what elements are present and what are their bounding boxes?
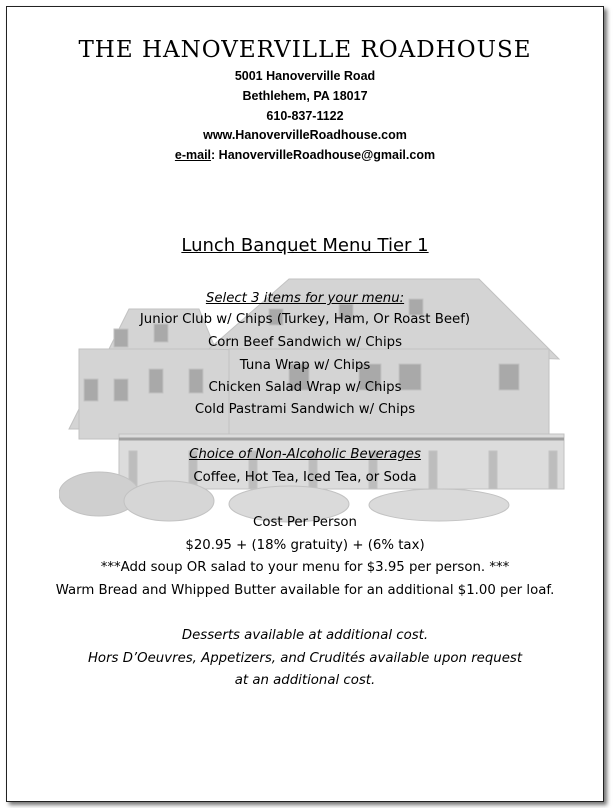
beverages-list: Coffee, Hot Tea, Iced Tea, or Soda	[193, 470, 417, 485]
menu-item-1: Junior Club w/ Chips (Turkey, Ham, Or Roast Beef)	[139, 312, 471, 327]
price-line: $20.95 + (18% gratuity) + (6% tax)	[185, 538, 425, 553]
street-address: 5001 Hanoverville Road	[234, 69, 376, 83]
beverages-heading: Choice of Non-Alcoholic Beverages	[189, 447, 421, 462]
website-link[interactable]: www.HanovervilleRoadhouse.com	[203, 128, 407, 142]
menu-item-2: Corn Beef Sandwich w/ Chips	[207, 335, 403, 350]
restaurant-name: THE HANOVERVILLE ROADHOUSE	[78, 37, 532, 63]
addon-bread: Warm Bread and Whipped Butter available for an additional $1.00 per loaf.	[55, 583, 555, 598]
hors-doeuvres-note: Hors D’Oeuvres, Appetizers, and Crudités available upon request	[87, 651, 523, 666]
email-label: e-mail	[174, 148, 212, 162]
phone-number: 610-837-1122	[266, 109, 344, 123]
menu-item-3: Tuna Wrap w/ Chips	[239, 358, 371, 373]
email-line	[7, 148, 603, 162]
city-state-zip: Bethlehem, PA 18017	[242, 89, 368, 103]
select-instruction: Select 3 items for your menu:	[205, 291, 405, 306]
desserts-note: Desserts available at additional cost.	[181, 628, 429, 643]
menu-item-4: Chicken Salad Wrap w/ Chips	[208, 380, 402, 395]
menu-title: Lunch Banquet Menu Tier 1	[181, 235, 429, 256]
menu-item-5: Cold Pastrami Sandwich w/ Chips	[194, 402, 416, 417]
hors-doeuvres-note-cont: at an additional cost.	[234, 673, 376, 688]
roadhouse-illustration	[59, 269, 569, 531]
menu-page	[6, 6, 604, 802]
addon-soup-salad: ***Add soup OR salad to your menu for $3.95 per person. ***	[100, 560, 510, 575]
email-address[interactable]: : HanovervilleRoadhouse@gmail.com	[211, 148, 436, 162]
cost-label: Cost Per Person	[253, 515, 357, 530]
